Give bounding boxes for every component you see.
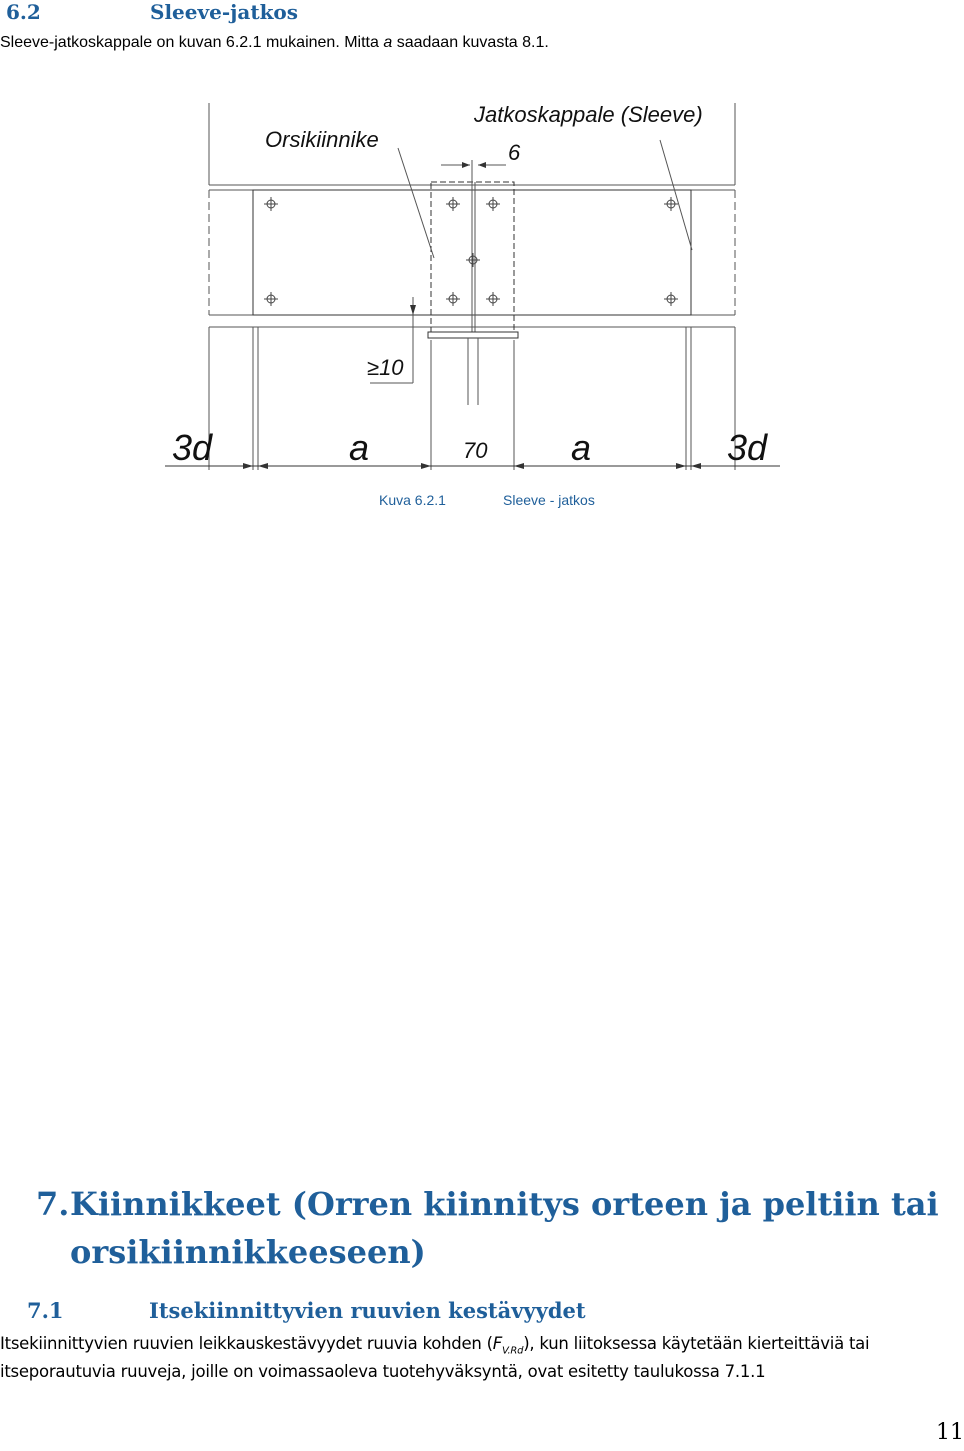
dim-3d-left: 3d	[172, 427, 213, 468]
section-title-line2: orsikiinnikkeeseen)	[70, 1233, 426, 1271]
dim-a-left: a	[349, 427, 370, 468]
bolt-hole	[486, 197, 500, 211]
text-span: ), kun liitoksessa käytetään kierteittäviä tai	[523, 1334, 870, 1353]
sleeve-joint-drawing	[0, 0, 960, 540]
body-paragraph-line1	[0, 1334, 869, 1356]
section-title-line1: Kiinnikkeet (Orren kiinnitys orteen ja peltiin tai	[70, 1185, 939, 1223]
section-number: 6.2	[6, 0, 41, 24]
bolt-hole	[466, 253, 480, 267]
dim-70: 70	[463, 438, 488, 463]
intro-variable: a	[383, 34, 393, 51]
section-number: 7.	[36, 1185, 70, 1223]
bolt-hole	[664, 197, 678, 211]
bolt-hole	[264, 292, 278, 306]
section-number: 7.1	[27, 1298, 64, 1323]
bolt-hole	[486, 292, 500, 306]
dim-3d-right: 3d	[727, 427, 768, 468]
figure-caption-text: Sleeve - jatkos	[503, 492, 595, 508]
bolt-hole	[446, 197, 460, 211]
bolt-hole	[264, 197, 278, 211]
body-paragraph-line2: itseporautuvia ruuveja, joille on voimassaoleva tuotehyväksyntä, ovat esitetty taulukossa 7.1.1	[0, 1362, 766, 1381]
section-title: Sleeve-jatkos	[150, 0, 299, 24]
min-distance-label: ≥10	[367, 355, 404, 380]
bolt-hole	[446, 292, 460, 306]
intro-text-after: saadaan kuvasta 8.1.	[392, 34, 549, 51]
text-span: Itsekiinnittyvien ruuvien leikkauskestävyydet ruuvia kohden (	[0, 1334, 493, 1353]
formula-subscript: V.Rd	[502, 1345, 524, 1357]
sleeve-label: Jatkoskappale (Sleeve)	[474, 102, 703, 127]
formula-variable: F	[492, 1334, 503, 1353]
section-title: Itsekiinnittyvien ruuvien kestävyydet	[149, 1298, 586, 1323]
intro-text-before: Sleeve-jatkoskappale on kuvan 6.2.1 mukainen. Mitta	[0, 34, 384, 51]
bolt-hole	[664, 292, 678, 306]
gap-dimension-label: 6	[508, 140, 521, 165]
figure-caption-number: Kuva 6.2.1	[379, 492, 446, 508]
page-number: 11	[936, 1420, 964, 1445]
bracket-label: Orsikiinnike	[265, 127, 379, 152]
dim-a-right: a	[571, 427, 592, 468]
